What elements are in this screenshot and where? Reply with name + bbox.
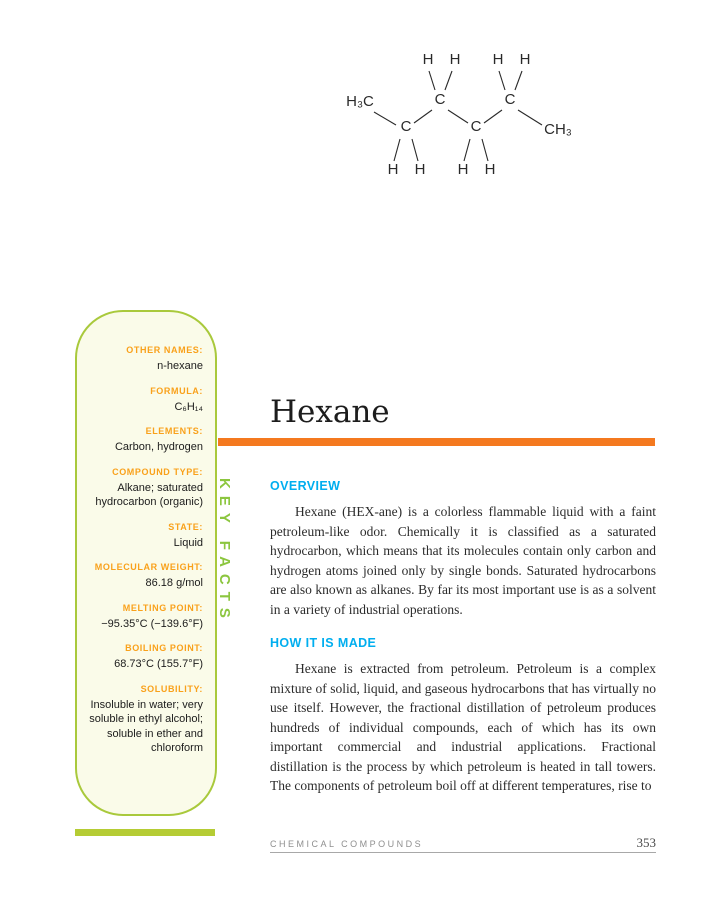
bond-line	[499, 71, 505, 90]
bond-line	[482, 139, 488, 161]
atom-label-h: H	[387, 161, 399, 178]
footer-book-title: CHEMICAL COMPOUNDS	[270, 839, 424, 849]
key-facts-row	[87, 385, 203, 415]
atom-label-h: H	[449, 51, 461, 68]
key-facts-label: OTHER NAMES:	[126, 345, 203, 355]
atom-label-h: H	[457, 161, 469, 178]
key-facts-row	[87, 561, 203, 591]
main-content	[270, 479, 656, 813]
atom-label-c: C	[504, 91, 516, 108]
atom-label-c: C	[470, 118, 482, 135]
bond-line	[464, 139, 470, 161]
key-facts-value: n-hexane	[157, 360, 203, 372]
footer-rule	[270, 852, 656, 853]
section-heading-overview: OVERVIEW	[270, 479, 341, 493]
key-facts-label: FORMULA:	[150, 385, 203, 396]
key-facts-label: ELEMENTS:	[145, 426, 203, 436]
section-body-how-it-is-made: Hexane is extracted from petroleum. Petroleum is a complex mixture of solid, liquid, and gaseous hydrocarbons that has virtually no use itself. However, the fractional distillation of petroleum produces hundreds of individual compounds, each of which has its own important commercial and industrial applications. Fractional distillation is the process by which petroleum is heated in tall towers. The components of petroleum boil off at different temperatures, rise to	[270, 661, 656, 793]
page-title: Hexane	[270, 394, 390, 430]
hexane-structure-diagram	[330, 40, 600, 190]
key-facts-value: Alkane; saturated hydrocarbon (organic)	[95, 481, 203, 508]
key-facts-row	[87, 521, 203, 551]
atom-label-h3c: H₃C	[346, 93, 374, 110]
bond-line	[515, 71, 522, 90]
atom-label-c: C	[400, 118, 412, 135]
section-body-overview: Hexane (HEX-ane) is a colorless flammable liquid with a faint petroleum-like odor. Chemically it is classified as a saturated hydrocarbon, which means that its molecules contain only carbon and hydrogen atoms joined only by single bonds. Saturated hydrocarbons are also known as alkanes. By far its most important use is as a solvent in a variety of industrial operations.	[270, 504, 656, 617]
atom-label-h: H	[484, 161, 496, 178]
atom-label-h: H	[422, 51, 434, 68]
atom-label-h: H	[492, 51, 504, 68]
key-facts-value: Liquid	[173, 536, 203, 549]
key-facts-value: Carbon, hydrogen	[114, 441, 203, 453]
key-facts-row	[87, 602, 203, 632]
key-facts-value: 86.18 g/mol	[145, 577, 203, 589]
atom-label-h: H	[414, 161, 426, 178]
key-facts-label: BOILING POINT:	[125, 643, 203, 653]
bond-line	[394, 139, 400, 161]
section-heading-how-it-is-made: HOW IT IS MADE	[270, 636, 377, 650]
key-facts-label: COMPOUND TYPE:	[112, 466, 203, 477]
atom-label-h: H	[519, 51, 531, 68]
key-facts-value: −95.35°C (−139.6°F)	[101, 617, 203, 630]
key-facts-value: C₆H₁₄	[174, 400, 203, 413]
title-accent-rule	[218, 438, 655, 446]
bond-line	[484, 110, 502, 123]
bond-line	[429, 71, 435, 90]
bond-line	[445, 71, 452, 90]
bond-line	[414, 110, 432, 123]
key-facts-value: 68.73°C (155.7°F)	[114, 658, 203, 670]
key-facts-row	[87, 642, 203, 672]
bond-line	[448, 110, 468, 123]
atom-label-ch3: CH₃	[544, 121, 572, 138]
key-facts-label: MOLECULAR WEIGHT:	[94, 562, 203, 572]
key-facts-row	[87, 425, 203, 455]
key-facts-row	[87, 344, 203, 374]
key-facts-value: Insoluble in water; very soluble in ethyl alcohol; soluble in ether and chloroform	[89, 698, 203, 754]
key-facts-label: SOLUBILITY:	[140, 683, 203, 694]
footer	[270, 835, 656, 851]
key-facts-label: MELTING POINT:	[122, 602, 203, 613]
footer-page-number: 353	[636, 835, 656, 850]
key-facts-box	[75, 310, 217, 816]
key-facts-row	[87, 466, 203, 510]
key-facts-vertical-label: KEY FACTS	[216, 478, 233, 625]
bond-line	[518, 110, 542, 125]
atom-label-c: C	[434, 91, 446, 108]
bond-line	[374, 112, 396, 125]
key-facts-label: STATE:	[168, 521, 203, 532]
footer-green-bar	[75, 829, 215, 836]
key-facts-row	[87, 683, 203, 756]
bond-line	[412, 139, 418, 161]
